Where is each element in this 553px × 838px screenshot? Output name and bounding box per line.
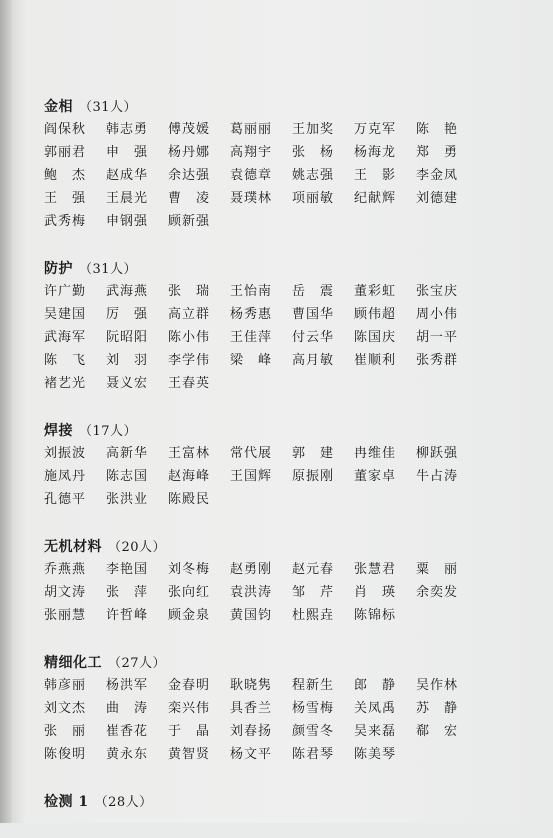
section-title: 焊接 — [44, 423, 73, 439]
person-name: 武海燕 — [106, 284, 149, 299]
person-name: 王佳萍 — [230, 330, 273, 345]
section-count: （27人） — [108, 656, 167, 671]
person-name: 陈殿民 — [168, 492, 211, 507]
person-name: 张 丽 — [44, 724, 87, 739]
person-name: 高翔宇 — [230, 145, 273, 160]
person-name: 李学伟 — [168, 353, 211, 368]
person-name: 肖 瑛 — [354, 585, 397, 600]
person-name: 董彩虹 — [354, 284, 397, 299]
person-name: 王 影 — [354, 168, 397, 183]
person-name: 赵成华 — [106, 168, 149, 183]
name-grid — [44, 280, 532, 395]
person-name: 陈 飞 — [44, 353, 87, 368]
person-name: 顾伟超 — [354, 307, 397, 322]
person-name: 黄国钧 — [230, 608, 273, 623]
person-name: 张慧君 — [354, 562, 397, 577]
section-heading — [44, 791, 532, 813]
person-name: 梁 峰 — [230, 353, 273, 368]
person-name: 曹 凌 — [168, 191, 211, 206]
section-metallography — [44, 96, 532, 233]
person-name: 纪献辉 — [354, 191, 397, 206]
person-name: 顾新强 — [168, 214, 211, 229]
person-name: 关凤禹 — [354, 701, 397, 716]
person-name: 武秀梅 — [44, 214, 87, 229]
person-name: 崔顺利 — [354, 353, 397, 368]
section-count: （20人） — [108, 540, 167, 555]
person-name: 张向红 — [168, 585, 211, 600]
name-grid — [44, 118, 532, 233]
person-name: 李艳国 — [106, 562, 149, 577]
person-name: 周小伟 — [416, 307, 459, 322]
person-name: 聂义宏 — [106, 376, 149, 391]
person-name: 陈君琴 — [292, 747, 335, 762]
person-name: 高新华 — [106, 446, 149, 461]
person-name: 陈小伟 — [168, 330, 211, 345]
section-count: （17人） — [79, 424, 138, 439]
person-name: 曲 涛 — [106, 701, 149, 716]
person-name: 余奕发 — [416, 585, 459, 600]
person-name: 陈锦标 — [354, 608, 397, 623]
person-name: 刘 羽 — [106, 353, 149, 368]
person-name: 杨海龙 — [354, 145, 397, 160]
section-count: （28人） — [94, 795, 153, 810]
person-name: 王春英 — [168, 376, 211, 391]
person-name: 杨秀惠 — [230, 307, 273, 322]
person-name: 袁德章 — [230, 168, 273, 183]
person-name: 赵勇刚 — [230, 562, 273, 577]
person-name: 许哲峰 — [106, 608, 149, 623]
person-name: 付云华 — [292, 330, 335, 345]
person-name: 施凤丹 — [44, 469, 87, 484]
person-name: 郗 宏 — [416, 724, 459, 739]
person-name: 杜熙垚 — [292, 608, 335, 623]
person-name: 黄智贤 — [168, 747, 211, 762]
person-name: 厉 强 — [106, 307, 149, 322]
person-name: 鲍 杰 — [44, 168, 87, 183]
person-name: 郭丽君 — [44, 145, 87, 160]
person-name: 岳 震 — [292, 284, 335, 299]
section-title: 精细化工 — [44, 655, 102, 671]
section-heading — [44, 536, 532, 558]
person-name: 张宝庆 — [416, 284, 459, 299]
section-testing-1 — [44, 791, 532, 813]
person-name: 黄永东 — [106, 747, 149, 762]
person-name: 吴建国 — [44, 307, 87, 322]
person-name: 武海军 — [44, 330, 87, 345]
section-heading — [44, 258, 532, 280]
person-name: 高立群 — [168, 307, 211, 322]
person-name: 具香兰 — [230, 701, 273, 716]
section-inorganic-materials — [44, 536, 532, 627]
person-name: 葛丽丽 — [230, 122, 273, 137]
person-name: 李金凤 — [416, 168, 459, 183]
person-name: 于 晶 — [168, 724, 211, 739]
person-name: 刘德建 — [416, 191, 459, 206]
person-name: 阮昭阳 — [106, 330, 149, 345]
person-name: 邹 芹 — [292, 585, 335, 600]
person-name: 曹国华 — [292, 307, 335, 322]
person-name: 郑 勇 — [416, 145, 459, 160]
person-name: 刘文杰 — [44, 701, 87, 716]
person-name: 申钢强 — [106, 214, 149, 229]
section-count: （31人） — [79, 262, 138, 277]
person-name: 乔燕燕 — [44, 562, 87, 577]
person-name: 张 瑞 — [168, 284, 211, 299]
person-name: 杨洪军 — [106, 678, 149, 693]
name-grid — [44, 442, 532, 511]
person-name: 程新生 — [292, 678, 335, 693]
person-name: 陈志国 — [106, 469, 149, 484]
person-name: 聂璞林 — [230, 191, 273, 206]
person-name: 申 强 — [106, 145, 149, 160]
person-name: 张 萍 — [106, 585, 149, 600]
section-fine-chemicals — [44, 652, 532, 766]
person-name: 张洪业 — [106, 492, 149, 507]
person-name: 郎 静 — [354, 678, 397, 693]
person-name: 王富林 — [168, 446, 211, 461]
person-name: 苏 静 — [416, 701, 459, 716]
person-name: 韩志勇 — [106, 122, 149, 137]
person-name: 王国辉 — [230, 469, 273, 484]
section-title: 金相 — [44, 99, 73, 115]
person-name: 余达强 — [168, 168, 211, 183]
person-name: 刘冬梅 — [168, 562, 211, 577]
person-name: 颜雪冬 — [292, 724, 335, 739]
person-name: 董家卓 — [354, 469, 397, 484]
person-name: 胡一平 — [416, 330, 459, 345]
book-binding-edge — [0, 0, 12, 823]
person-name: 常代展 — [230, 446, 273, 461]
person-name: 原振刚 — [292, 469, 335, 484]
person-name: 阎保秋 — [44, 122, 87, 137]
name-grid — [44, 674, 532, 766]
person-name: 栾兴伟 — [168, 701, 211, 716]
person-name: 杨雪梅 — [292, 701, 335, 716]
person-name: 柳跃强 — [416, 446, 459, 461]
person-name: 孔德平 — [44, 492, 87, 507]
person-name: 刘振波 — [44, 446, 87, 461]
person-name: 粟 丽 — [416, 562, 459, 577]
section-title: 无机材料 — [44, 539, 102, 555]
roster-content — [44, 96, 532, 838]
person-name: 崔香花 — [106, 724, 149, 739]
person-name: 郭 建 — [292, 446, 335, 461]
person-name: 陈国庆 — [354, 330, 397, 345]
section-title: 防护 — [44, 261, 73, 277]
section-heading — [44, 420, 532, 442]
person-name: 陈俊明 — [44, 747, 87, 762]
person-name: 顾金泉 — [168, 608, 211, 623]
person-name: 耿晓隽 — [230, 678, 273, 693]
person-name: 高月敏 — [292, 353, 335, 368]
person-name: 陈 艳 — [416, 122, 459, 137]
person-name: 傅茂媛 — [168, 122, 211, 137]
person-name: 袁洪涛 — [230, 585, 273, 600]
person-name: 金春明 — [168, 678, 211, 693]
person-name: 杨文平 — [230, 747, 273, 762]
person-name: 姚志强 — [292, 168, 335, 183]
section-heading — [44, 652, 532, 674]
person-name: 胡文涛 — [44, 585, 87, 600]
person-name: 王晨光 — [106, 191, 149, 206]
person-name: 万克军 — [354, 122, 397, 137]
person-name: 张丽慧 — [44, 608, 87, 623]
person-name: 王加奖 — [292, 122, 335, 137]
person-name: 杨丹娜 — [168, 145, 211, 160]
person-name: 韩彦丽 — [44, 678, 87, 693]
name-grid — [44, 558, 532, 627]
person-name: 赵元春 — [292, 562, 335, 577]
person-name: 冉维佳 — [354, 446, 397, 461]
person-name: 褚艺光 — [44, 376, 87, 391]
person-name: 张秀群 — [416, 353, 459, 368]
person-name: 王 强 — [44, 191, 87, 206]
person-name: 陈美琴 — [354, 747, 397, 762]
person-name: 吴来磊 — [354, 724, 397, 739]
section-title: 检测 1 — [44, 794, 89, 810]
section-count: （31人） — [79, 100, 138, 115]
person-name: 项丽敏 — [292, 191, 335, 206]
person-name: 王怡南 — [230, 284, 273, 299]
person-name: 吴作林 — [416, 678, 459, 693]
person-name: 赵海峰 — [168, 469, 211, 484]
person-name: 刘春扬 — [230, 724, 273, 739]
section-heading — [44, 96, 532, 118]
person-name: 许广勤 — [44, 284, 87, 299]
person-name: 牛占涛 — [416, 469, 459, 484]
section-corrosion-protection — [44, 258, 532, 395]
person-name: 张 杨 — [292, 145, 335, 160]
section-welding — [44, 420, 532, 511]
